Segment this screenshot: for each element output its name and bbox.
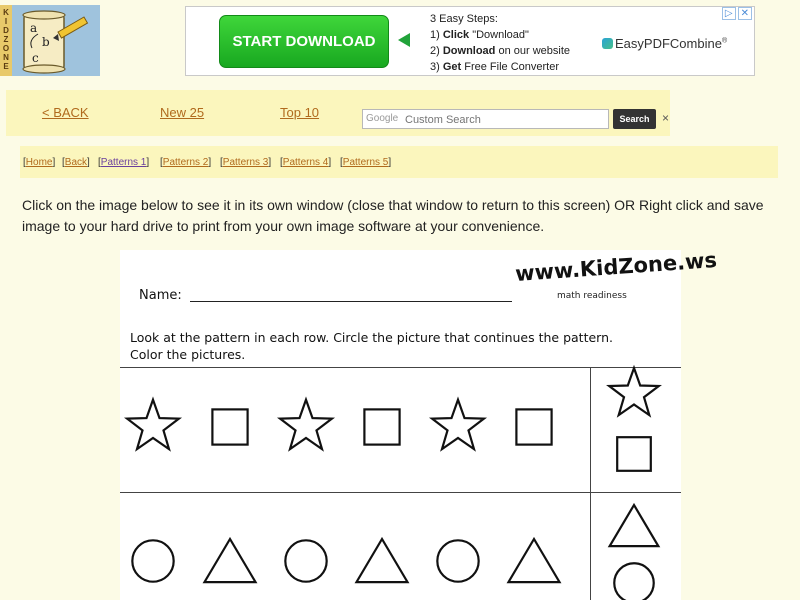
square-shape (617, 437, 651, 471)
ad-brand[interactable] (602, 36, 727, 51)
logo-letter: O (2, 44, 10, 53)
star-shape (127, 400, 179, 449)
ad-step-1-bold: Click (442, 29, 470, 41)
kidzone-scroll-pencil-icon (14, 8, 98, 74)
crumb-patterns-5[interactable]: [Patterns 5] (340, 157, 392, 168)
logo-letter: I (4, 17, 8, 26)
ad-step-3-rest: Free File Converter (461, 61, 559, 73)
logo-letter: Z (3, 35, 9, 44)
crumb-patterns-3[interactable]: [Patterns 3] (220, 157, 272, 168)
ad-brand-name: EasyPDFCombine (615, 36, 722, 51)
crumb-patterns-3-link[interactable]: Patterns 3 (222, 157, 269, 168)
ad-step-2-bold: Download (442, 45, 496, 57)
worksheet-instructions-line-2: Color the pictures. (130, 347, 246, 362)
worksheet-site-title: www.KidZone.ws (514, 247, 718, 287)
ad-step-1 (430, 27, 570, 43)
new-25-link[interactable]: New 25 (160, 105, 205, 120)
circle-shape (437, 540, 478, 581)
crumb-home[interactable]: [Home] (23, 157, 56, 168)
crumb-patterns-4[interactable]: [Patterns 4] (280, 157, 332, 168)
page-instructions: Click on the image below to see it in its own window (close that window to return to this screen) OR Right click and save image to your hard drive to print from your own image software at your convenience. (22, 197, 764, 234)
svg-text:a: a (30, 21, 38, 35)
ad-step-3-prefix: 3) (430, 61, 443, 73)
start-download-button[interactable]: START DOWNLOAD (219, 15, 389, 68)
crumb-patterns-1-link[interactable]: Patterns 1 (100, 157, 147, 168)
circle-shape (614, 563, 653, 600)
back-link[interactable]: < BACK (42, 105, 89, 120)
crumb-back[interactable]: [Back] (62, 157, 90, 168)
worksheet-subtitle: math readiness (557, 291, 627, 301)
ad-close-icon[interactable]: ✕ (738, 7, 752, 20)
kidzone-logo[interactable] (0, 5, 100, 76)
arrow-left-icon (398, 33, 410, 47)
ad-steps (430, 11, 570, 75)
ad-controls[interactable] (720, 8, 752, 19)
crumb-patterns-1[interactable]: [Patterns 1] (98, 157, 150, 168)
worksheet-shapes (120, 250, 681, 600)
square-shape (212, 409, 247, 444)
svg-text:b: b (42, 35, 50, 49)
ad-brand-mark: ® (721, 37, 728, 45)
circle-shape (285, 540, 326, 581)
clear-search-icon[interactable]: × (662, 111, 670, 125)
search-box[interactable] (362, 109, 609, 129)
circle-shape (132, 540, 173, 581)
ad-step-3-bold: Get (442, 61, 462, 73)
ad-step-1-rest: "Download" (469, 29, 529, 41)
easypdf-logo-icon (602, 38, 613, 49)
ad-step-2-prefix: 2) (430, 45, 443, 57)
ad-choices-icon[interactable]: ▷ (722, 7, 736, 20)
logo-letter: K (3, 8, 9, 17)
crumb-patterns-2[interactable]: [Patterns 2] (160, 157, 212, 168)
logo-letter: N (3, 53, 9, 62)
google-label: Google (366, 113, 399, 124)
crumb-patterns-5-link[interactable]: Patterns 5 (342, 157, 389, 168)
ad-step-1-prefix: 1) (430, 29, 443, 41)
square-shape (516, 409, 551, 444)
crumb-back-link[interactable]: Back (64, 157, 88, 168)
triangle-shape (204, 539, 255, 582)
nav-bar (6, 90, 670, 136)
star-shape (432, 400, 484, 449)
star-shape (609, 368, 659, 415)
svg-text:c: c (32, 51, 39, 65)
search-button[interactable]: Search (613, 109, 656, 129)
worksheet-image[interactable] (120, 247, 718, 600)
crumb-patterns-4-link[interactable]: Patterns 4 (282, 157, 329, 168)
logo-letter: E (3, 62, 9, 71)
breadcrumb (20, 146, 778, 178)
crumb-home-link[interactable]: Home (25, 157, 53, 168)
ad-step-2-rest: on our website (495, 45, 571, 57)
worksheet-instructions-line-1: Look at the pattern in each row. Circle the picture that continues the pattern. (130, 330, 613, 345)
ad-step-2 (430, 43, 570, 59)
crumb-patterns-2-link[interactable]: Patterns 2 (162, 157, 209, 168)
triangle-shape (508, 539, 559, 582)
logo-letter: D (3, 26, 9, 35)
triangle-shape (610, 505, 659, 546)
ad-step-3 (430, 59, 570, 75)
square-shape (364, 409, 399, 444)
download-ad-banner[interactable] (185, 6, 755, 76)
ad-steps-title: 3 Easy Steps: (430, 13, 498, 25)
logo-letter-strip (0, 5, 12, 76)
worksheet-name-label: Name: (139, 288, 182, 303)
top-10-link[interactable]: Top 10 (280, 105, 320, 120)
star-shape (280, 400, 332, 449)
triangle-shape (356, 539, 407, 582)
